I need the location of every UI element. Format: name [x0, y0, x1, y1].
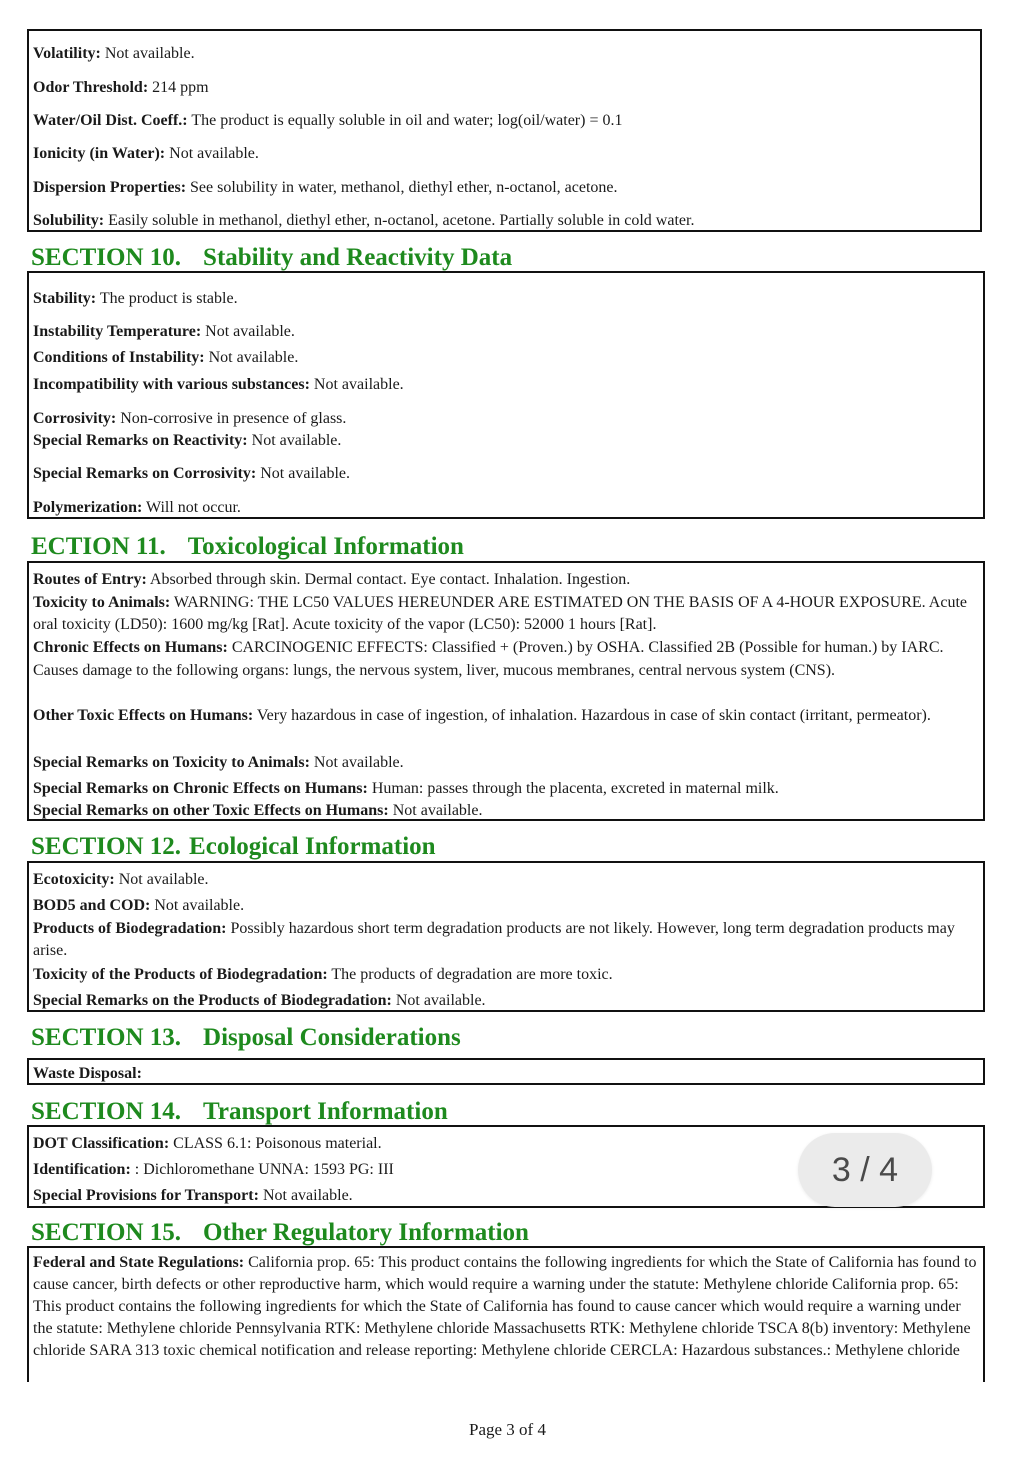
row-ionicity: Ionicity (in Water): Not available. [33, 145, 259, 162]
row-remarks-chronic: Special Remarks on Chronic Effects on Humans: Human: passes through the placenta, excreted in maternal milk. [33, 780, 779, 797]
row-instability-temp: Instability Temperature: Not available. [33, 323, 295, 340]
section11-box [27, 561, 985, 821]
section14-heading: SECTION 14. Transport Information [31, 1098, 448, 1125]
row-solubility: Solubility: Easily soluble in methanol, diethyl ether, n-octanol, acetone. Partially soluble in cold water. [33, 212, 695, 229]
row-remarks-corrosivity: Special Remarks on Corrosivity: Not available. [33, 465, 350, 482]
row-special-provisions: Special Provisions for Transport: Not available. [33, 1187, 353, 1204]
row-polymerization: Polymerization: Will not occur. [33, 499, 241, 516]
row-remarks-other-toxic: Special Remarks on other Toxic Effects on Humans: Not available. [33, 802, 483, 819]
section13-heading: SECTION 13. Disposal Considerations [31, 1024, 461, 1051]
row-stability: Stability: The product is stable. [33, 290, 238, 307]
section15-heading: SECTION 15. Other Regulatory Information [31, 1219, 529, 1246]
row-waste-disposal: Waste Disposal: [33, 1065, 142, 1082]
row-volatility: Volatility: Not available. [33, 45, 195, 62]
row-remarks-reactivity: Special Remarks on Reactivity: Not available. [33, 432, 342, 449]
row-conditions-instability: Conditions of Instability: Not available. [33, 349, 299, 366]
page-footer: Page 3 of 4 [469, 1420, 546, 1439]
section12-heading: SECTION 12. Ecological Information [31, 833, 436, 860]
row-dot-classification: DOT Classification: CLASS 6.1: Poisonous material. [33, 1135, 382, 1152]
section11-heading: ECTION 11. Toxicological Information [31, 533, 464, 560]
row-remarks-biodegradation: Special Remarks on the Products of Biodegradation: Not available. [33, 992, 486, 1009]
page-indicator: 3 / 4 [798, 1133, 932, 1207]
row-toxicity-products-biodegradation: Toxicity of the Products of Biodegradation: The products of degradation are more toxic. [33, 966, 613, 983]
row-ecotoxicity: Ecotoxicity: Not available. [33, 871, 209, 888]
section10-box [27, 271, 985, 519]
section9-box [27, 29, 982, 232]
row-toxicity-animals: Toxicity to Animals: WARNING: THE LC50 VALUES HEREUNDER ARE ESTIMATED ON THE BASIS OF A 4-HOUR EXPOSURE. Acute oral toxicity (LD50): 1600 mg/kg [Rat]. Acute toxicity of the vapor (LC50): 52000 1 hours [Rat]. [33, 594, 967, 633]
row-bod5-cod: BOD5 and COD: Not available. [33, 897, 245, 914]
row-odor-threshold: Odor Threshold: 214 ppm [33, 79, 209, 96]
row-products-biodegradation: Products of Biodegradation: Possibly hazardous short term degradation products are not likely. However, long term degradation products may arise. [33, 920, 955, 959]
row-routes-of-entry: Routes of Entry: Absorbed through skin. Dermal contact. Eye contact. Inhalation. Ingestion. [33, 571, 631, 588]
section15-box [27, 1246, 985, 1382]
row-chronic-effects: Chronic Effects on Humans: CARCINOGENIC EFFECTS: Classified + (Proven.) by OSHA. Classified 2B (Possible for human.) by IARC. Causes damage to the following organs: lungs, the nervous system, liver, mucous membranes, central nervous system (CNS). [33, 639, 944, 679]
row-dispersion: Dispersion Properties: See solubility in water, methanol, diethyl ether, n-octanol, acetone. [33, 179, 618, 196]
row-identification: Identification: : Dichloromethane UNNA: 1593 PG: III [33, 1161, 394, 1178]
section10-heading: SECTION 10. Stability and Reactivity Data [31, 244, 513, 271]
section13-box [27, 1058, 985, 1085]
row-water-oil-coeff: Water/Oil Dist. Coeff.: The product is equally soluble in oil and water; log(oil/water) = 0.1 [33, 112, 623, 129]
section12-box [27, 861, 985, 1012]
row-federal-state-regulations: Federal and State Regulations: California prop. 65: This product contains the following ingredients for which the State of California has found to cause cancer, birth defects or other reproductive harm, which would require a warning under the statute: Methylene chloride California prop. 65: This product contains the following ingredients for which the State of California has found to cause cancer which would require a warning under the statute: Methylene chloride Pennsylvania RTK: Methylene chloride Massachusetts RTK: Methylene chloride TSCA 8(b) inventory: Methylene chloride SARA 313 toxic chemical notification and release reporting: Methylene chloride CERCLA: Hazardous substances.: Methylene chloride [33, 1254, 977, 1359]
row-other-toxic-effects: Other Toxic Effects on Humans: Very hazardous in case of ingestion, of inhalation. Hazardous in case of skin contact (irritant, permeator). [33, 707, 931, 724]
row-corrosivity: Corrosivity: Non-corrosive in presence of glass. [33, 410, 347, 427]
row-incompatibility: Incompatibility with various substances: Not available. [33, 376, 404, 393]
row-remarks-toxicity-animals: Special Remarks on Toxicity to Animals: Not available. [33, 754, 404, 771]
